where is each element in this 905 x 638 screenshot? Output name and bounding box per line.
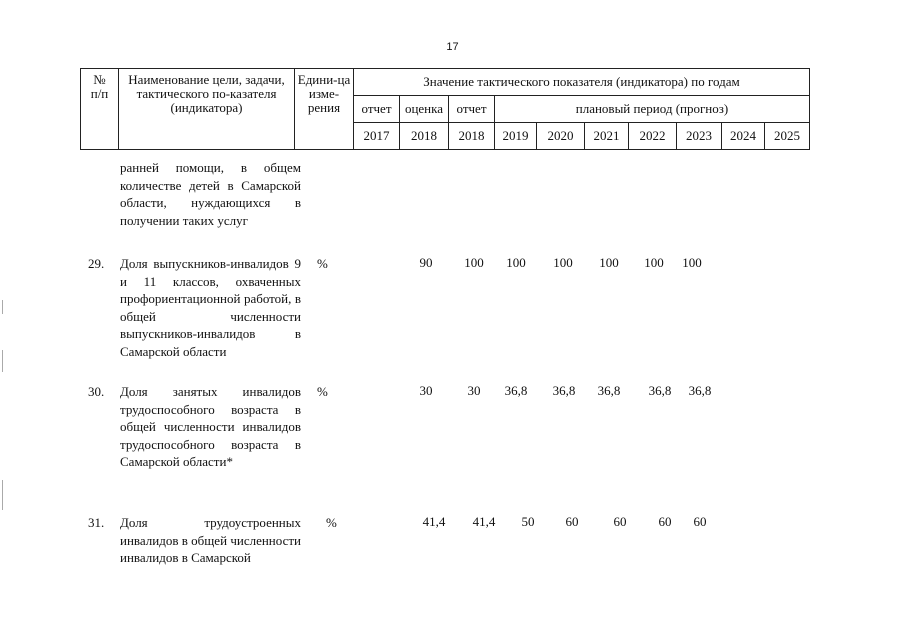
value-cell: 100 bbox=[506, 255, 526, 270]
col-header-report-2018: отчет bbox=[449, 96, 495, 123]
scan-mark bbox=[2, 300, 3, 314]
value-cell: 100 bbox=[553, 255, 573, 270]
value-cell: 90 bbox=[419, 255, 433, 270]
value-cell: 36,8 bbox=[688, 383, 712, 398]
col-header-indicator-title: Значение тактического показателя (индикатора) по годам bbox=[354, 69, 810, 96]
value-cell: 60 bbox=[658, 514, 672, 529]
col-header-name: Наименование цели, задачи, тактического по-казателя (индикатора) bbox=[119, 69, 295, 150]
value-cell: 100 bbox=[682, 255, 702, 270]
unit-value: % bbox=[317, 384, 328, 399]
value-cell: 30 bbox=[467, 383, 481, 398]
page-number: 17 bbox=[446, 41, 459, 53]
year-cell: 2024 bbox=[722, 123, 765, 150]
value-cell: 36,8 bbox=[504, 383, 528, 398]
row-number: 30. bbox=[88, 384, 105, 399]
year-cell: 2018 bbox=[400, 123, 449, 150]
indicator-name: Доля выпускников-инвалидов 9 и 11 классов, охваченных профориентационной работой, в общей численности выпускников-инвалидов в Самарской области bbox=[120, 256, 301, 359]
value-cell: 60 bbox=[565, 514, 579, 529]
year-cell: 2025 bbox=[765, 123, 810, 150]
unit-value: % bbox=[317, 256, 328, 271]
col-header-estimate: оценка bbox=[400, 96, 449, 123]
year-cell: 2023 bbox=[677, 123, 722, 150]
unit-value: % bbox=[326, 515, 337, 530]
value-cell: 100 bbox=[599, 255, 619, 270]
continuation-text: ранней помощи, в общем количестве детей в Самарской области, нуждающихся в получении таких услуг bbox=[120, 160, 301, 228]
year-cell: 2018 bbox=[449, 123, 495, 150]
value-cell: 36,8 bbox=[597, 383, 621, 398]
row-number: 31. bbox=[88, 515, 105, 530]
col-header-number: № п/п bbox=[81, 69, 119, 150]
row-number: 29. bbox=[88, 256, 105, 271]
value-cell: 50 bbox=[521, 514, 535, 529]
indicator-table-header bbox=[80, 68, 810, 150]
col-header-planning-period: плановый период (прогноз) bbox=[495, 96, 810, 123]
col-header-unit: Едини-ца изме-рения bbox=[295, 69, 354, 150]
col-header-report-2017: отчет bbox=[354, 96, 400, 123]
year-cell: 2021 bbox=[585, 123, 629, 150]
year-cell: 2017 bbox=[354, 123, 400, 150]
indicator-name: Доля занятых инвалидов трудоспособного возраста в общей численности инвалидов трудоспособного возраста в Самарской области* bbox=[120, 384, 301, 469]
value-cell: 41,4 bbox=[422, 514, 446, 529]
indicator-name: Доля трудоустроенных инвалидов в общей численности инвалидов в Самарской bbox=[120, 515, 301, 565]
scan-mark bbox=[2, 480, 3, 510]
value-cell: 36,8 bbox=[552, 383, 576, 398]
value-cell: 100 bbox=[464, 255, 484, 270]
year-cell: 2019 bbox=[495, 123, 537, 150]
value-cell: 36,8 bbox=[648, 383, 672, 398]
scan-mark bbox=[2, 350, 3, 372]
value-cell: 41,4 bbox=[472, 514, 496, 529]
value-cell: 100 bbox=[644, 255, 664, 270]
year-cell: 2022 bbox=[629, 123, 677, 150]
value-cell: 60 bbox=[613, 514, 627, 529]
year-cell: 2020 bbox=[537, 123, 585, 150]
value-cell: 60 bbox=[693, 514, 707, 529]
value-cell: 30 bbox=[419, 383, 433, 398]
